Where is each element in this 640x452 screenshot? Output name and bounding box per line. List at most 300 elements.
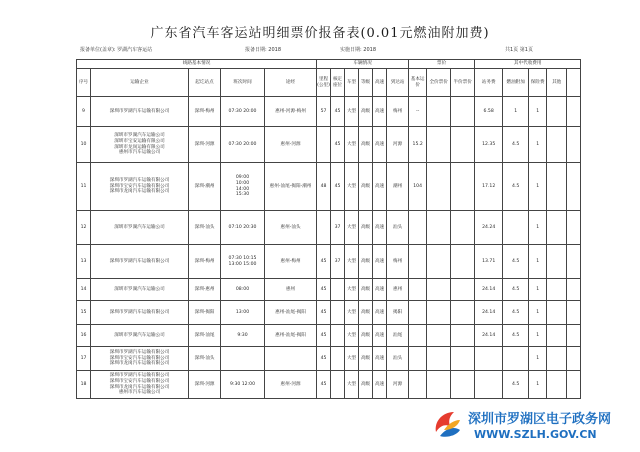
cell-text: 高级: [360, 309, 371, 315]
cell-text: 18: [80, 381, 87, 387]
cell-text: 大型: [346, 381, 357, 387]
cell-blank: [567, 245, 581, 279]
table-row: [77, 127, 581, 163]
cell-vehicle-type: [345, 347, 359, 371]
document-title: 广东省汽车客运站明细票价报备表(0.01元燃油附加费): [150, 26, 490, 41]
cell-half-fare: [451, 279, 475, 301]
cell-insurance: [529, 127, 547, 163]
cell-level: [359, 127, 373, 163]
cell-base-price: [409, 127, 427, 163]
cell-text: 深圳市罗湖汽车运输有限公司: [109, 258, 170, 264]
cell-times: [221, 279, 265, 301]
cell-blank: [567, 97, 581, 127]
cell-text: 惠州: [393, 286, 403, 292]
cell-text: 45: [334, 183, 341, 189]
cell-blank: [567, 325, 581, 347]
cell-vehicle-type: [345, 127, 359, 163]
cell-base-price: [409, 301, 427, 325]
cell-text: 13.71: [482, 258, 496, 264]
cell-half-fare: [451, 371, 475, 399]
cell-text: 高速: [374, 381, 385, 387]
header-blank: [567, 69, 581, 97]
cell-route: [189, 347, 221, 371]
cell-route: [189, 211, 221, 245]
cell-insurance: [529, 163, 547, 211]
cell-text: 09:00 10:00 14:00 15:30: [235, 175, 250, 198]
cell-station-fee: [475, 371, 503, 399]
cell-distance: [317, 325, 331, 347]
cell-text: 12.35: [482, 141, 496, 147]
cell-text: 高速: [374, 224, 385, 230]
cell-text: 惠州-梅州: [280, 258, 301, 264]
cell-text: 高级: [360, 286, 371, 292]
cell-station-fee: [475, 163, 503, 211]
cell-text: 惠州-河源-梅州: [275, 108, 306, 114]
cell-route: [189, 245, 221, 279]
cell-text: 24.14: [482, 309, 496, 315]
cell-via: [265, 347, 317, 371]
cell-text: 深圳-揭阳: [194, 309, 215, 315]
cell-fuel-fee: [503, 97, 529, 127]
cell-text: 37: [334, 258, 341, 264]
cell-base-price: [409, 279, 427, 301]
cell-text: 梅州: [393, 258, 403, 264]
cell-highway: [373, 245, 387, 279]
cell-text: 高级: [360, 381, 371, 387]
cell-text: 大型: [346, 183, 357, 189]
cell-text: 13:00: [235, 309, 250, 315]
cell-level: [359, 245, 373, 279]
cell-text: 大型: [346, 258, 357, 264]
cell-destination: [387, 127, 409, 163]
cell-company: [91, 163, 189, 211]
cell-text: 14: [80, 286, 87, 292]
cell-seats: [331, 325, 345, 347]
cell-text: 12: [80, 224, 87, 230]
header-via: 途经: [265, 69, 317, 97]
cell-company: [91, 347, 189, 371]
cell-text: 惠州-汕尾-揭阳-潮州: [269, 183, 312, 189]
cell-text: 9:30 12:00: [229, 381, 255, 387]
cell-via: [265, 325, 317, 347]
cell-via: [265, 279, 317, 301]
cell-fuel-fee: [503, 245, 529, 279]
cell-times: [221, 301, 265, 325]
cell-fuel-fee: [503, 325, 529, 347]
cell-text: 48: [320, 183, 327, 189]
cell-text: 深圳市罗湖汽车运输有限公司 深圳市宝安汽车运输有限公司 深圳市龙岗汽车运输有限公司 惠州市汽车运输公司: [109, 373, 170, 396]
cell-company: [91, 325, 189, 347]
cell-route: [189, 163, 221, 211]
cell-highway: [373, 97, 387, 127]
cell-highway: [373, 347, 387, 371]
cell-company: [91, 97, 189, 127]
cell-text: 梅州: [393, 108, 403, 114]
cell-level: [359, 97, 373, 127]
cell-blank: [567, 301, 581, 325]
cell-text: 45: [320, 355, 327, 361]
cell-via: [265, 127, 317, 163]
table-row: [77, 347, 581, 371]
cell-text: 深圳市罗湖汽车运输有限公司: [109, 309, 170, 315]
cell-destination: [387, 325, 409, 347]
cell-highway: [373, 163, 387, 211]
cell-half-fare: [451, 97, 475, 127]
cell-text: 深圳-汕头: [194, 355, 215, 361]
cell-fuel-fee: [503, 163, 529, 211]
cell-times: [221, 127, 265, 163]
cell-text: 高速: [374, 258, 385, 264]
cell-distance: [317, 211, 331, 245]
cell-text: 07:30 10:15 13:00 15:00: [228, 255, 257, 267]
cell-text: 45: [334, 141, 341, 147]
cell-seats: [331, 347, 345, 371]
cell-text: 惠州-河源: [280, 381, 301, 387]
cell-base-price: [409, 97, 427, 127]
cell-text: 深圳-河源: [194, 381, 215, 387]
cell-distance: [317, 301, 331, 325]
cell-other: [547, 127, 567, 163]
cell-text: 深圳市罗湖汽车运输公司 深圳市宝安运输有限公司 深圳市龙岗运输有限公司 惠州市汽车运输公司: [114, 133, 165, 156]
watermark-title: 深圳市罗湖区电子政务网: [468, 412, 612, 427]
cell-text: 高级: [360, 355, 371, 361]
cell-text: 1: [536, 224, 540, 230]
cell-base-price: [409, 371, 427, 399]
cell-text: 4.5: [512, 286, 520, 292]
cell-text: 深圳市罗湖汽车运输有限公司 深圳市宝安汽车运输有限公司 深圳市龙岗汽车运输有限公司: [109, 349, 170, 367]
cell-seats: [331, 279, 345, 301]
header-distance: 里程(公里): [317, 69, 331, 97]
cell-fuel-fee: [503, 301, 529, 325]
header-insurance: 保险费: [529, 69, 547, 97]
cell-text: 高速: [374, 332, 385, 338]
cell-text: 深圳-梅州: [194, 108, 215, 114]
cell-text: 汕头: [393, 355, 403, 361]
cell-insurance: [529, 211, 547, 245]
cell-blank: [567, 279, 581, 301]
cell-destination: [387, 279, 409, 301]
header-station-fee: 站务费: [475, 69, 503, 97]
cell-text: 汕头: [393, 224, 403, 230]
cell-text: 57: [320, 108, 327, 114]
cell-distance: [317, 279, 331, 301]
cell-blank: [567, 211, 581, 245]
cell-half-fare: [451, 211, 475, 245]
cell-seq: [77, 97, 91, 127]
cell-company: [91, 279, 189, 301]
cell-times: [221, 97, 265, 127]
cell-text: 45: [334, 108, 341, 114]
header-highway: 高速: [373, 69, 387, 97]
header-group-line: 线路基本情况: [77, 60, 317, 69]
cell-via: [265, 163, 317, 211]
cell-route: [189, 97, 221, 127]
header-destination: 到达站: [387, 69, 409, 97]
cell-seats: [331, 245, 345, 279]
cell-text: 4.5: [512, 183, 520, 189]
cell-route: [189, 279, 221, 301]
cell-half-fare: [451, 301, 475, 325]
cell-other: [547, 347, 567, 371]
cell-highway: [373, 127, 387, 163]
cell-route: [189, 301, 221, 325]
cell-text: 24.14: [482, 286, 496, 292]
cell-destination: [387, 347, 409, 371]
cell-other: [547, 245, 567, 279]
cell-seats: [331, 371, 345, 399]
cell-text: 高级: [360, 183, 371, 189]
table-row: [77, 211, 581, 245]
header-seq: 序号: [77, 69, 91, 97]
cell-distance: [317, 347, 331, 371]
cell-text: 高速: [374, 141, 385, 147]
cell-blank: [567, 371, 581, 399]
cell-text: 大型: [346, 224, 357, 230]
cell-seats: [331, 301, 345, 325]
header-vehicle-type: 车型: [345, 69, 359, 97]
cell-destination: [387, 245, 409, 279]
cell-text: 揭阳: [393, 309, 403, 315]
cell-other: [547, 371, 567, 399]
cell-text: 16: [80, 332, 87, 338]
cell-seq: [77, 211, 91, 245]
cell-level: [359, 279, 373, 301]
cell-text: 45: [320, 332, 327, 338]
cell-text: 1: [536, 309, 540, 315]
cell-blank: [567, 163, 581, 211]
cell-fuel-fee: [503, 127, 529, 163]
cell-text: 高级: [360, 332, 371, 338]
cell-text: 深圳-河源: [194, 141, 215, 147]
cell-other: [547, 97, 567, 127]
cell-text: 汕尾: [393, 332, 403, 338]
cell-text: 104: [413, 183, 423, 189]
cell-company: [91, 371, 189, 399]
cell-highway: [373, 279, 387, 301]
cell-destination: [387, 301, 409, 325]
cell-text: 1: [514, 108, 518, 114]
cell-seats: [331, 127, 345, 163]
cell-highway: [373, 211, 387, 245]
cell-text: 深圳-潮州: [194, 183, 215, 189]
cell-vehicle-type: [345, 163, 359, 211]
cell-insurance: [529, 279, 547, 301]
cell-times: [221, 245, 265, 279]
cell-text: 07:30 20:00: [228, 108, 257, 114]
cell-vehicle-type: [345, 371, 359, 399]
cell-station-fee: [475, 211, 503, 245]
cell-text: 深圳市罗湖汽车运输有限公司 深圳市宝安汽车运输有限公司 深圳市龙岗汽车运输有限公司: [109, 177, 170, 195]
cell-insurance: [529, 347, 547, 371]
cell-insurance: [529, 245, 547, 279]
cell-station-fee: [475, 279, 503, 301]
cell-text: 1: [536, 286, 540, 292]
cell-text: 深圳-惠州: [194, 286, 215, 292]
cell-seq: [77, 301, 91, 325]
cell-times: [221, 163, 265, 211]
cell-full-fare: [427, 127, 451, 163]
cell-text: 高速: [374, 183, 385, 189]
cell-text: 深圳-汕头: [194, 224, 215, 230]
header-other: 其他: [547, 69, 567, 97]
cell-full-fare: [427, 325, 451, 347]
cell-text: 惠州-河源: [280, 141, 301, 147]
cell-text: 惠州-汕头: [280, 224, 301, 230]
cell-base-price: [409, 245, 427, 279]
cell-station-fee: [475, 127, 503, 163]
cell-fuel-fee: [503, 347, 529, 371]
cell-text: 1: [536, 183, 540, 189]
cell-text: 4.5: [512, 381, 520, 387]
cell-text: 1: [536, 141, 540, 147]
cell-distance: [317, 163, 331, 211]
cell-distance: [317, 127, 331, 163]
cell-via: [265, 245, 317, 279]
cell-text: 深圳-梅州: [194, 258, 215, 264]
site-logo-icon: [430, 406, 464, 440]
cell-seq: [77, 279, 91, 301]
cell-via: [265, 301, 317, 325]
cell-text: 15: [80, 309, 87, 315]
cell-other: [547, 325, 567, 347]
cell-company: [91, 211, 189, 245]
cell-base-price: [409, 325, 427, 347]
cell-text: 大型: [346, 286, 357, 292]
cell-fuel-fee: [503, 211, 529, 245]
cell-text: 11: [80, 183, 87, 189]
cell-text: 1: [536, 108, 540, 114]
cell-vehicle-type: [345, 211, 359, 245]
cell-level: [359, 371, 373, 399]
table-row: [77, 371, 581, 399]
cell-company: [91, 301, 189, 325]
cell-full-fare: [427, 245, 451, 279]
cell-station-fee: [475, 97, 503, 127]
cell-highway: [373, 301, 387, 325]
cell-destination: [387, 371, 409, 399]
site-watermark: [430, 402, 640, 442]
cell-text: 惠州: [285, 286, 296, 292]
cell-via: [265, 97, 317, 127]
header-group-vehicle: 车辆情况: [317, 60, 409, 69]
cell-half-fare: [451, 245, 475, 279]
meta-effective-date: 实施日期: 2018: [340, 47, 376, 53]
cell-vehicle-type: [345, 279, 359, 301]
header-level: 等级: [359, 69, 373, 97]
cell-level: [359, 347, 373, 371]
cell-via: [265, 211, 317, 245]
cell-insurance: [529, 371, 547, 399]
cell-text: 高级: [360, 141, 371, 147]
cell-highway: [373, 325, 387, 347]
cell-seats: [331, 97, 345, 127]
header-group-fees: 其中代收费用: [475, 60, 581, 69]
cell-text: 4.5: [512, 309, 520, 315]
table-row: [77, 279, 581, 301]
meta-page: 共1页 第1页: [505, 47, 533, 53]
cell-distance: [317, 371, 331, 399]
cell-text: 深圳-汕尾: [194, 332, 215, 338]
cell-text: 河源: [393, 381, 403, 387]
cell-insurance: [529, 301, 547, 325]
cell-text: 深圳市罗湖汽车运输公司: [114, 332, 165, 338]
cell-via: [265, 371, 317, 399]
cell-full-fare: [427, 301, 451, 325]
cell-other: [547, 301, 567, 325]
cell-text: 高速: [374, 355, 385, 361]
cell-text: 高级: [360, 258, 371, 264]
cell-text: 24.14: [482, 332, 496, 338]
cell-distance: [317, 97, 331, 127]
cell-full-fare: [427, 211, 451, 245]
cell-distance: [317, 245, 331, 279]
cell-text: 07:10 20:30: [228, 224, 257, 230]
cell-destination: [387, 163, 409, 211]
cell-text: 1: [536, 258, 540, 264]
cell-text: 高级: [360, 108, 371, 114]
cell-highway: [373, 371, 387, 399]
cell-text: 9:30: [237, 332, 248, 338]
cell-full-fare: [427, 371, 451, 399]
cell-seq: [77, 245, 91, 279]
cell-seq: [77, 163, 91, 211]
cell-destination: [387, 211, 409, 245]
cell-text: 惠州-汕尾-揭阳: [275, 332, 306, 338]
cell-text: 45: [320, 286, 327, 292]
cell-times: [221, 347, 265, 371]
cell-times: [221, 325, 265, 347]
cell-level: [359, 301, 373, 325]
cell-text: 45: [320, 309, 327, 315]
header-seats: 核定座位: [331, 69, 345, 97]
cell-text: 24.24: [482, 224, 496, 230]
cell-vehicle-type: [345, 301, 359, 325]
cell-text: 4.5: [512, 258, 520, 264]
cell-half-fare: [451, 163, 475, 211]
cell-level: [359, 163, 373, 211]
cell-fuel-fee: [503, 371, 529, 399]
cell-blank: [567, 347, 581, 371]
header-company: 运输企业: [91, 69, 189, 97]
fare-table: [76, 59, 581, 399]
cell-half-fare: [451, 325, 475, 347]
header-half-fare: 半价票价: [451, 69, 475, 97]
cell-text: 17: [80, 355, 87, 361]
cell-text: 07:30 20:00: [228, 141, 257, 147]
table-row: [77, 245, 581, 279]
header-base-price: 基本运价: [409, 69, 427, 97]
cell-text: 惠州-汕尾-揭阳: [275, 309, 306, 315]
cell-text: 高级: [360, 224, 371, 230]
cell-text: 河源: [393, 141, 403, 147]
cell-vehicle-type: [345, 245, 359, 279]
cell-seats: [331, 211, 345, 245]
cell-text: 高速: [374, 108, 385, 114]
cell-full-fare: [427, 97, 451, 127]
cell-station-fee: [475, 347, 503, 371]
cell-text: 45: [320, 381, 327, 387]
cell-seq: [77, 325, 91, 347]
cell-text: 大型: [346, 141, 357, 147]
cell-base-price: [409, 347, 427, 371]
cell-text: 深圳市罗湖汽车运输公司: [114, 286, 165, 292]
cell-text: 1: [536, 381, 540, 387]
cell-times: [221, 211, 265, 245]
cell-text: 08:00: [235, 286, 250, 292]
header-route: 起讫站点: [189, 69, 221, 97]
table-row: [77, 301, 581, 325]
cell-times: [221, 371, 265, 399]
